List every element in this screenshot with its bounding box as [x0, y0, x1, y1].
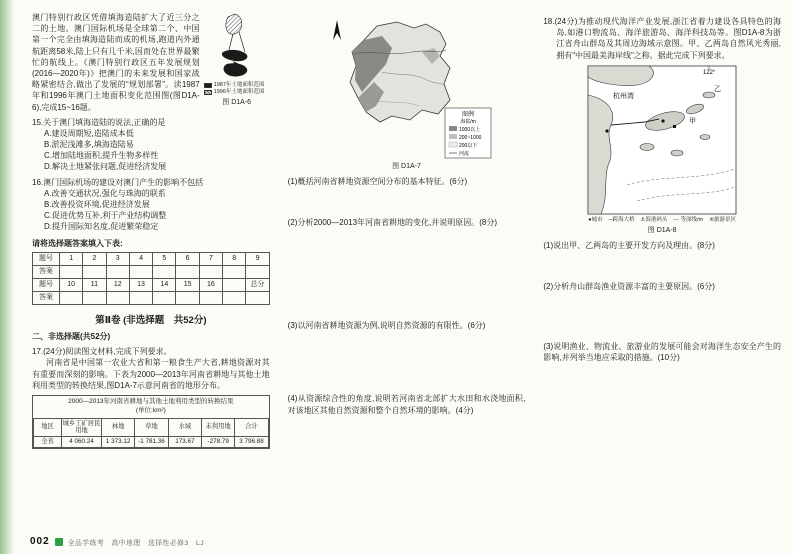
cell: 3 796.88: [235, 437, 268, 448]
cell: [199, 291, 222, 304]
zhoushan-map: [587, 65, 737, 215]
question-17-material: 河南省是中国第一农业大省和第一粮食生产大省,耕地资源对其有重要而深刻的影响。下表为2000—2013年河南省耕地与其他土地利用类型的转换结果,图D1A-7示意河南省的地形分布。: [32, 358, 270, 390]
option: D.解决土地紧张问题,促进经济发展: [44, 162, 167, 172]
macau-map-legend: [204, 82, 270, 96]
table-title: 2000—2013年河南省耕地与其他土地利用类型的转换结果: [68, 397, 234, 405]
legend-swatch-1987: [204, 83, 212, 88]
answer-space: [543, 251, 781, 277]
question-16-stem: 16.澳门国际机场的建设对澳门产生的影响不包括: [32, 177, 204, 187]
cell: 1: [60, 252, 83, 265]
col-header: 城乡工矿居民用地: [62, 418, 102, 437]
cell: 12: [106, 278, 129, 291]
svg-text:乙: 乙: [714, 85, 722, 93]
question-15-options: [32, 128, 270, 173]
figure-caption: 图 D1A-6: [222, 99, 252, 107]
col-header: 林地: [102, 418, 135, 437]
north-arrow-icon: [333, 20, 341, 40]
svg-text:杭州湾: 杭州湾: [613, 92, 635, 100]
cell: [153, 291, 176, 304]
cell: [106, 265, 129, 278]
cell: 4: [129, 252, 152, 265]
legend-item: ⚓海港码头: [640, 216, 668, 223]
part2-heading: 第Ⅱ卷 (非选择题 共52分): [95, 314, 207, 326]
col-header: 地区: [34, 418, 62, 437]
cell: -1 781.36: [135, 437, 168, 448]
cell: [83, 291, 106, 304]
table-header-row: [34, 418, 269, 437]
answer-space: [543, 293, 781, 337]
cell: [246, 291, 269, 304]
svg-text:海拔/m: 海拔/m: [459, 119, 476, 125]
cell: [246, 265, 269, 278]
footer-title: 全品学练考 高中地理 选择性必修3 LJ: [67, 539, 205, 547]
svg-text:甲: 甲: [689, 117, 697, 125]
cell: 题号: [33, 252, 60, 265]
macau-map: [204, 12, 268, 78]
cell: [223, 278, 246, 291]
cell: [60, 291, 83, 304]
legend-item: ④旅游景区: [709, 216, 737, 223]
cell: [106, 291, 129, 304]
question-17-stem: 17.(24分)阅读图文材料,完成下列要求。: [32, 347, 172, 357]
cell: [223, 265, 246, 278]
legend-label: 1996年土地面积范围: [213, 89, 265, 96]
answer-space: [288, 331, 526, 389]
question-18-stem: 18.(24分)为推动现代海洋产业发展,浙江省着力建设各具特色的海岛,如港口物流岛、海洋旅游岛、海洋科技岛等。图D1A-8为浙江省舟山群岛及其周边海域示意图。甲、乙两岛自然风光秀丽,拥有“中国最美海岸线”之称。据此完成下列要求。: [543, 17, 782, 60]
middle-column: [288, 12, 526, 528]
cell: 4 060.24: [62, 437, 102, 448]
answer-table: [32, 252, 270, 305]
cell: [129, 265, 152, 278]
cell: [83, 265, 106, 278]
cell: [199, 265, 222, 278]
cell: 16: [199, 278, 222, 291]
legend-item: ─跨海大桥: [608, 216, 635, 223]
col-header: 水域: [168, 418, 201, 437]
table-unit: (单位:km²): [135, 407, 166, 415]
answer-table-label: 请将选择题答案填入下表:: [32, 238, 123, 248]
answer-table-row: [33, 252, 270, 265]
legend-swatch-1996: [204, 90, 212, 95]
table-data-row: [34, 437, 269, 448]
question-16-options: [32, 188, 270, 233]
question-17-4: (4)从资源综合性的角度,说明若河南省北部扩大水田和水浇地面积,对该地区其他自然资源和整个自然环境的影响。(4分): [287, 394, 526, 415]
legend-item: --- 等深线/m: [673, 216, 704, 223]
option: C.促进优势互补,利于产业结构调整: [44, 211, 167, 221]
cell: 10: [60, 278, 83, 291]
cell: 173.67: [168, 437, 201, 448]
cell: 9: [246, 252, 269, 265]
macau-intro-paragraph: [32, 12, 270, 113]
cell: 全省: [34, 437, 62, 448]
cell: 14: [153, 278, 176, 291]
question-18-1: (1)说出甲、乙两岛的主要开发方向及理由。(8分): [543, 241, 715, 251]
answer-table-row: [33, 291, 270, 304]
svg-text:图例: 图例: [461, 112, 474, 118]
option: A.改善交通状况,强化与珠海的联系: [44, 188, 166, 198]
cell: [153, 265, 176, 278]
legend-item: ●城市: [588, 216, 603, 223]
answer-table-row: [33, 278, 270, 291]
option: C.增加陆地面积,提升生物多样性: [44, 151, 159, 161]
answer-space: [288, 228, 526, 316]
section2-title: 二、非选择题(共52分): [32, 332, 111, 342]
cell: 1 373.12: [102, 437, 135, 448]
page-number: 002: [30, 536, 50, 547]
svg-text:河流: 河流: [458, 151, 469, 157]
cell: 2: [83, 252, 106, 265]
figure-caption: 图 D1A-8: [647, 227, 677, 235]
svg-text:1000以上: 1000以上: [458, 127, 480, 133]
cell: 答案: [33, 291, 60, 304]
option: A.建设周期短,造陆成本低: [44, 128, 134, 138]
cell: [60, 265, 83, 278]
publisher-mark-icon: [55, 538, 63, 546]
cell: 总分: [246, 278, 269, 291]
cell: 8: [223, 252, 246, 265]
cell: 7: [199, 252, 222, 265]
question-17-1: (1)概括河南省耕地资源空间分布的基本特征。(6分): [287, 176, 468, 186]
answer-table-row: [33, 265, 270, 278]
cell: 3: [106, 252, 129, 265]
cell: 13: [129, 278, 152, 291]
figure-macau: [204, 12, 270, 108]
cell: [129, 291, 152, 304]
henan-map: [319, 12, 495, 160]
col-header: 未利用地: [201, 418, 234, 437]
cell: 15: [176, 278, 199, 291]
cell: 6: [176, 252, 199, 265]
option: B.淤泥浅滩多,填海造陆易: [44, 140, 134, 150]
cell: [176, 265, 199, 278]
col-header: 草地: [135, 418, 168, 437]
answer-space: [288, 187, 526, 213]
col-header: 合计: [235, 418, 268, 437]
question-15-stem: 15.关于澳门填海造陆的说法,正确的是: [32, 117, 166, 127]
zhoushan-map-legend: [543, 217, 781, 225]
figure-zhoushan: [543, 65, 781, 236]
cell: 答案: [33, 265, 60, 278]
question-18-3: (3)说明渔业、物流业、旅游业的发展可能会对海洋生态安全产生的影响,并列举当地应采取的措施。(10分): [543, 341, 782, 362]
question-18-2: (2)分析舟山群岛渔业资源丰富的主要原因。(6分): [543, 282, 715, 292]
cell: 11: [83, 278, 106, 291]
figure-henan: [288, 12, 526, 172]
cell: [223, 291, 246, 304]
content-columns: [32, 12, 781, 528]
svg-text:200以下: 200以下: [458, 143, 477, 149]
cell: 题号: [33, 278, 60, 291]
right-column: [543, 12, 781, 528]
legend-label: 1987年土地面积范围: [213, 82, 265, 89]
svg-text:122°: 122°: [703, 69, 716, 76]
intro-text: 澳门特别行政区凭借填海造陆扩大了近三分之二的土地。澳门国际机场是全球第二个、中国第一个完全由填海造陆而成的机场,跑道内外通航距离58米,陆上只有几千米,因而处在世界最繁忙的航线上。《澳门特别行政区五年发展规划(2016—2020年)》把澳门的未来发展和国家战略紧密结合,做出了发展的“规划部署”。读1987年和1996年澳门土地面积变化范围图(图D1A-6),完成15~16题。: [32, 13, 200, 112]
cell: [176, 291, 199, 304]
cell: -278.79: [201, 437, 234, 448]
left-column: [32, 12, 270, 528]
question-17-2: (2)分析2000—2013年河南省耕地的变化,并说明原因。(8分): [287, 217, 498, 227]
question-17-3: (3)以河南省耕地资源为例,说明自然资源的有限性。(6分): [287, 321, 486, 331]
option: D.提升国际知名度,促进繁荣稳定: [44, 222, 159, 232]
page-spine-decoration: [0, 0, 14, 554]
figure-caption: 图 D1A-7: [392, 163, 421, 170]
option: B.改善投资环境,促进经济发展: [44, 200, 150, 209]
page-footer: [30, 536, 204, 547]
cell: 5: [153, 252, 176, 265]
svg-text:200~1000: 200~1000: [458, 135, 481, 141]
henan-landuse-table: [32, 395, 270, 449]
